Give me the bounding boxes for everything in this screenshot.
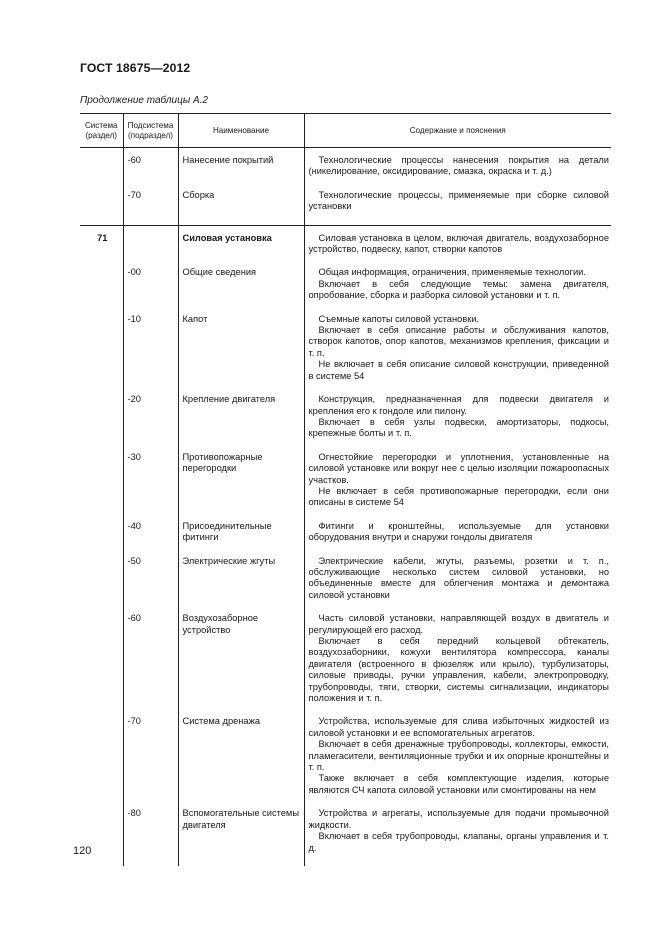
subsystem-code-cell: -20 bbox=[123, 394, 178, 452]
item-name-cell: Нанесение покрытий bbox=[178, 148, 304, 190]
table-row bbox=[80, 716, 611, 808]
description-paragraph: Включает в себя передний кольцевой обтекатель, воздухозаборники, кожухи вентилятора компрессора, каналы двигателя (встроенного в фюзеляж или крыло), турбулизаторы, силовые приводы, ручки управления, кабели, электропроводку, трубопроводы, тяги, створки, системы сигнализации, индикаторы положения и т. п. bbox=[308, 636, 609, 704]
description-paragraph: Включает в себя узлы подвески, амортизаторы, подкосы, крепежные болты и т. п. bbox=[308, 416, 609, 439]
description-cell bbox=[304, 394, 611, 452]
table-row bbox=[80, 452, 611, 521]
system-code-cell bbox=[80, 267, 123, 313]
description-paragraph: Устройства и агрегаты, используемые для подачи промывочной жидкости. bbox=[308, 808, 609, 830]
subsystem-code-cell: -10 bbox=[123, 314, 178, 394]
description-paragraph: Силовая установка в целом, включая двигатель, воздухозаборное устройство, подвеску, капот, створки капотов bbox=[308, 232, 609, 255]
item-name-cell: Общие сведения bbox=[178, 267, 304, 313]
subsystem-code-cell: -80 bbox=[123, 808, 178, 866]
column-header-name: Наименование bbox=[178, 114, 304, 148]
table-row bbox=[80, 148, 611, 190]
system-code-cell: 71 bbox=[80, 225, 123, 267]
item-name-cell: Воздухозаборное устройство bbox=[178, 613, 304, 716]
subsystem-code-cell: -50 bbox=[123, 556, 178, 614]
description-paragraph: Не включает в себя описание силовой конструкции, приведенной в системе 54 bbox=[308, 359, 609, 381]
subsystem-code-cell: -70 bbox=[123, 716, 178, 808]
description-paragraph: Технологические процессы нанесения покрытия на детали (никелирование, оксидирование, смазка, окраска и т. д.) bbox=[308, 155, 609, 177]
column-header-system: Система (раздел) bbox=[80, 114, 123, 148]
description-cell bbox=[304, 314, 611, 394]
description-cell bbox=[304, 716, 611, 808]
description-paragraph: Общая информация, ограничения, применяемые технологии. bbox=[318, 267, 586, 278]
item-name-cell: Противопожарные перегородки bbox=[178, 452, 304, 521]
description-paragraph: Съемные капоты силовой установки. bbox=[318, 313, 480, 324]
table-row bbox=[80, 521, 611, 556]
description-paragraph: Огнестойкие перегородки и уплотнения, установленные на силовой установке или вокруг нее с целью изоляции пожароопасных участков. bbox=[308, 451, 609, 485]
column-header-description: Содержание и пояснения bbox=[304, 114, 611, 148]
table-continuation-caption: Продолжение таблицы А.2 bbox=[80, 95, 208, 106]
description-cell bbox=[304, 267, 611, 313]
system-code-cell bbox=[80, 716, 123, 808]
system-code-cell bbox=[80, 394, 123, 452]
system-code-cell bbox=[80, 314, 123, 394]
description-cell bbox=[304, 452, 611, 521]
system-code-cell bbox=[80, 190, 123, 225]
description-paragraph: Включает в себя трубопроводы, клапаны, органы управления и т. д. bbox=[308, 831, 609, 853]
system-code-cell bbox=[80, 452, 123, 521]
system-code-cell bbox=[80, 148, 123, 190]
subsystem-code-cell: -00 bbox=[123, 267, 178, 313]
description-paragraph: Технологические процессы, применяемые при сборке силовой установки bbox=[308, 189, 609, 212]
description-cell bbox=[304, 148, 611, 190]
description-paragraph: Включает в себя описание работы и обслуживания капотов, створок капотов, опор капотов, механизмов крепления, фиксации и т. п. bbox=[308, 325, 609, 358]
description-paragraph: Включает в себя дренажные трубопроводы, коллекторы, емкости, пламегасители, вентиляционные трубки и их опорные кронштейны и т. п. bbox=[308, 739, 609, 773]
system-code-cell bbox=[80, 808, 123, 866]
description-paragraph: Также включает в себя комплектующие изделия, которые являются СЧ капота силовой установки или смонтированы на нем bbox=[308, 773, 609, 795]
item-name-cell: Вспомогательные системы двигателя bbox=[178, 808, 304, 866]
page-number: 120 bbox=[73, 845, 92, 857]
system-code-cell bbox=[80, 556, 123, 614]
description-cell bbox=[304, 613, 611, 716]
subsystem-code-cell: -30 bbox=[123, 452, 178, 521]
table-row bbox=[80, 225, 611, 267]
table-row bbox=[80, 556, 611, 614]
table-row bbox=[80, 314, 611, 394]
item-name-cell: Электрические жгуты bbox=[178, 556, 304, 614]
subsystem-code-cell: -60 bbox=[123, 148, 178, 190]
system-code-cell bbox=[80, 521, 123, 556]
description-cell bbox=[304, 808, 611, 866]
table-header-row bbox=[80, 114, 611, 148]
subsystem-code-cell: -70 bbox=[123, 190, 178, 225]
table-row bbox=[80, 267, 611, 313]
description-paragraph: Часть силовой установки, направляющей воздух в двигатель и регулирующей его расход. bbox=[308, 613, 609, 635]
item-name-cell: Сборка bbox=[178, 190, 304, 225]
table-row bbox=[80, 190, 611, 225]
system-code-cell bbox=[80, 613, 123, 716]
item-name-cell: Силовая установка bbox=[178, 225, 304, 267]
description-cell bbox=[304, 225, 611, 267]
item-name-cell: Система дренажа bbox=[178, 716, 304, 808]
table-body bbox=[80, 148, 611, 866]
description-paragraph: Включает в себя следующие темы: замена двигателя, опробование, сборка и разборка силовой установки и т. п. bbox=[308, 278, 609, 301]
table-row bbox=[80, 394, 611, 452]
description-paragraph: Конструкция, предназначенная для подвески двигателя и крепления его к гондоле или пилону. bbox=[308, 394, 609, 416]
description-cell bbox=[304, 190, 611, 225]
subsystem-code-cell: -60 bbox=[123, 613, 178, 716]
description-paragraph: Устройства, используемые для слива избыточных жидкостей из силовой установки и ее вспомогательных агрегатов. bbox=[308, 716, 609, 738]
table-row bbox=[80, 808, 611, 866]
classification-table bbox=[80, 113, 611, 866]
description-paragraph: Электрические кабели, жгуты, разъемы, розетки и т. п., обслуживающие несколько систем силовой установки, но объединенные вместе для облегчения монтажа и демонтажа силовой установки bbox=[308, 555, 609, 600]
item-name-cell: Крепление двигателя bbox=[178, 394, 304, 452]
table-row bbox=[80, 613, 611, 716]
subsystem-code-cell: -40 bbox=[123, 521, 178, 556]
item-name-cell: Капот bbox=[178, 314, 304, 394]
description-cell bbox=[304, 521, 611, 556]
description-paragraph: Фитинги и кронштейны, используемые для установки оборудования внутри и снаружи гондолы двигателя bbox=[308, 520, 609, 543]
description-cell bbox=[304, 556, 611, 614]
document-title: ГОСТ 18675—2012 bbox=[80, 61, 191, 75]
subsystem-code-cell bbox=[123, 225, 178, 267]
description-paragraph: Не включает в себя противопожарные перегородки, если они описаны в системе 54 bbox=[308, 485, 609, 508]
item-name-cell: Присоединительные фитинги bbox=[178, 521, 304, 556]
column-header-subsystem: Подсистема (подраздел) bbox=[123, 114, 178, 148]
